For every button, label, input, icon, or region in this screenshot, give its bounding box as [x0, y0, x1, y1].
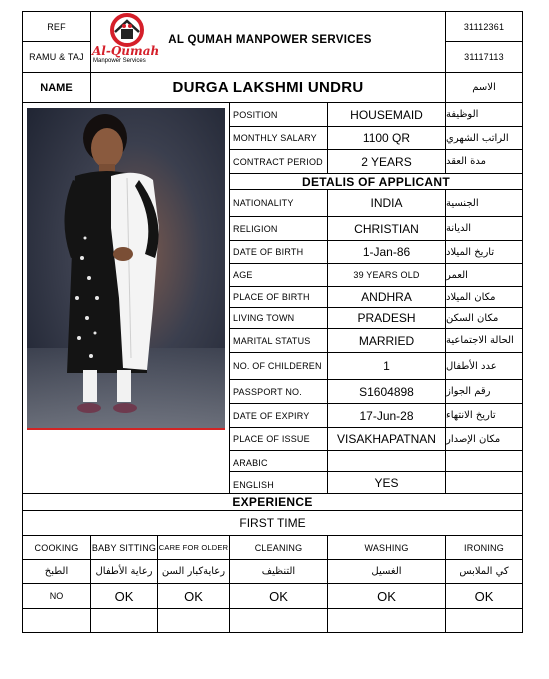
- detail-value: PRADESH: [357, 311, 416, 325]
- detail-label: PLACE OF ISSUE: [233, 434, 310, 444]
- detail-label: DATE OF EXPIRY: [233, 410, 310, 421]
- applicant-photo: [27, 108, 225, 430]
- applicant-name: DURGA LAKSHMI UNDRU: [172, 79, 364, 96]
- detail-label: MARITAL STATUS: [233, 335, 311, 346]
- detail-label-arabic: مكان الإصدار: [446, 433, 501, 445]
- detail-label-arabic: [446, 451, 522, 471]
- company-name: AL QUMAH MANPOWER SERVICES: [168, 34, 372, 46]
- detail-label: ARABIC: [233, 458, 268, 468]
- job-label: POSITION: [233, 109, 278, 120]
- skill-name-arabic: رعاية الأطفال: [95, 566, 153, 577]
- detail-label: DATE OF BIRTH: [233, 247, 304, 257]
- skill-name: BABY SITTING: [91, 542, 157, 553]
- detail-value: VISAKHAPATNAN: [337, 432, 436, 446]
- detail-label-arabic: رقم الجواز: [446, 386, 491, 397]
- logo-wordmark: Al-Qumah: [92, 44, 160, 58]
- detail-value: INDIA: [370, 196, 403, 210]
- name-label: NAME: [40, 81, 73, 94]
- detail-label-arabic: الديانة: [446, 223, 472, 234]
- detail-value: 17-Jun-28: [359, 408, 414, 423]
- detail-label-arabic: تاريخ الميلاد: [446, 246, 495, 258]
- detail-label: ENGLISH: [233, 480, 274, 490]
- skill-value: OK: [474, 588, 494, 604]
- detail-label-arabic: [446, 472, 522, 493]
- job-label-arabic: مدة العقد: [446, 156, 486, 167]
- detail-label: AGE: [233, 270, 253, 280]
- job-label-arabic: الراتب الشهري: [446, 132, 509, 144]
- skill-value: NO: [49, 591, 64, 601]
- skill-name: CARE FOR OLDER: [158, 543, 229, 552]
- detail-label: RELIGION: [233, 223, 278, 234]
- skill-name-arabic: رعايةكبار السن: [161, 566, 226, 577]
- skill-name: IRONING: [464, 542, 504, 553]
- skill-name-arabic: الطبخ: [44, 566, 69, 577]
- job-label-arabic: الوظيفة: [446, 109, 479, 120]
- logo-subtitle: Manpower Services: [93, 58, 146, 64]
- skill-value: OK: [114, 588, 134, 604]
- skill-name-arabic: التنظيف: [261, 566, 296, 577]
- skill-name: CLEANING: [254, 542, 303, 553]
- detail-value: ANDHRA: [361, 290, 412, 304]
- detail-value: [328, 451, 445, 471]
- skill-name: WASHING: [364, 542, 409, 553]
- skill-value: OK: [184, 588, 203, 604]
- detail-label: NATIONALITY: [233, 198, 294, 208]
- skill-name-arabic: الغسيل: [371, 566, 402, 577]
- detail-label-arabic: عدد الأطفال: [446, 360, 497, 372]
- skill-name: COOKING: [34, 542, 79, 553]
- skill-value: OK: [269, 588, 288, 604]
- detail-value: CHRISTIAN: [354, 221, 419, 236]
- detail-label-arabic: الحالة الاجتماعية: [446, 335, 514, 346]
- name-label-arabic: الاسم: [472, 82, 496, 93]
- detail-label-arabic: العمر: [446, 269, 468, 281]
- job-value: 1100 QR: [362, 131, 411, 145]
- detail-value: 1-Jan-86: [362, 245, 411, 259]
- ref-label: REF: [47, 21, 66, 32]
- ref-number-2: 31117113: [464, 52, 504, 62]
- agent-label: RAMU & TAJ: [29, 52, 84, 62]
- detail-value: 1: [383, 359, 390, 373]
- ref-number-1: 31112361: [463, 21, 505, 32]
- detail-label-arabic: الجنسية: [446, 197, 479, 209]
- detail-label: LIVING TOWN: [233, 313, 295, 323]
- detail-value: S1604898: [359, 384, 414, 399]
- detail-label-arabic: تاريخ الانتهاء: [446, 410, 496, 421]
- detail-label-arabic: مكان الميلاد: [446, 291, 496, 303]
- detail-label-arabic: مكان السكن: [446, 312, 499, 324]
- detail-label: NO. OF CHILDEREN: [233, 361, 322, 371]
- job-value: HOUSEMAID: [350, 107, 423, 122]
- experience-title: EXPERIENCE: [232, 495, 313, 509]
- detail-value: 39 YEARS OLD: [353, 270, 420, 280]
- job-label: CONTRACT PERIOD: [233, 156, 323, 167]
- skill-value: OK: [377, 588, 396, 604]
- job-value: 2 YEARS: [361, 154, 412, 169]
- skill-name-arabic: كي الملابس: [459, 566, 509, 577]
- detail-label: PLACE OF BIRTH: [233, 292, 310, 302]
- detail-label: PASSPORT NO.: [233, 386, 302, 397]
- detail-value: YES: [374, 475, 399, 490]
- detail-value: MARRIED: [358, 333, 415, 348]
- details-title: DETALIS OF APPLICANT: [302, 174, 450, 189]
- experience-value: FIRST TIME: [239, 516, 306, 530]
- job-label: MONTHLY SALARY: [233, 133, 317, 143]
